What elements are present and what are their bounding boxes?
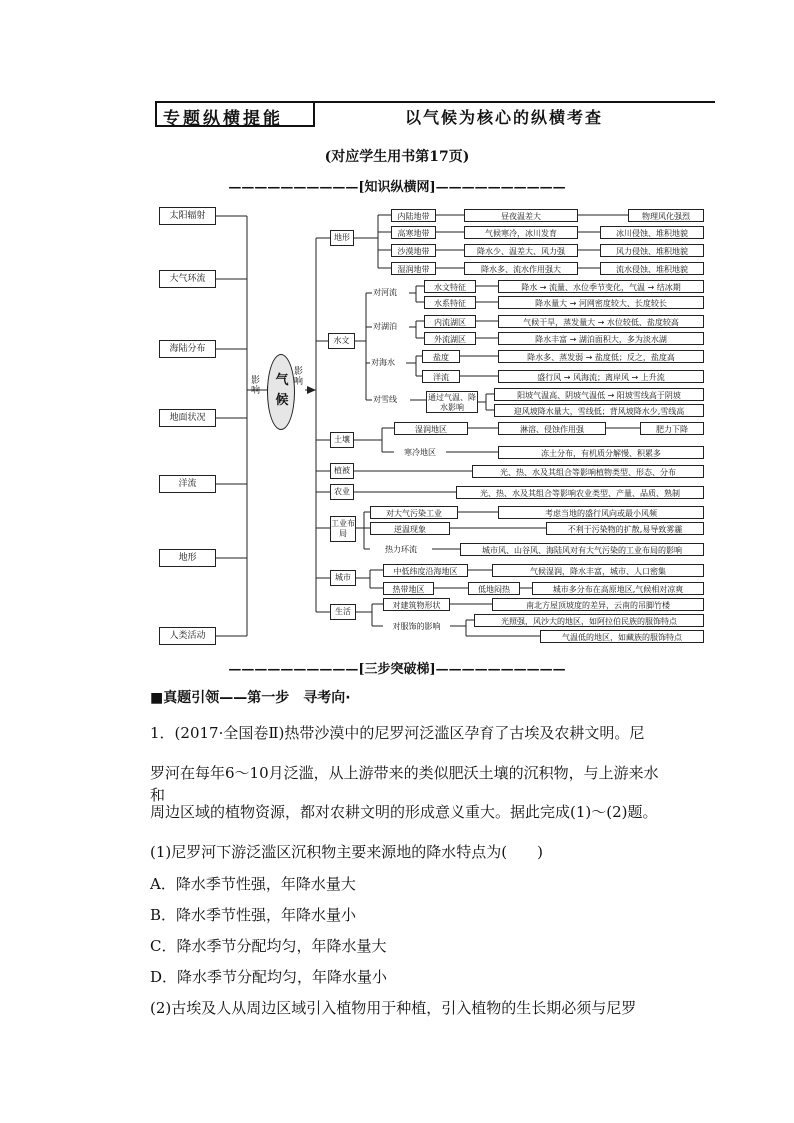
life-factor: 对服饰的影响 (383, 620, 450, 633)
banner-right-title: 以气候为核心的纵横考查 (405, 108, 604, 127)
terrain-result: 物理风化强烈 (628, 209, 704, 222)
influence-label-right: 影响 (294, 367, 304, 387)
water-detail: 盛行风 → 风海流；离岸风 → 上升流 (498, 370, 704, 383)
city-detail: 城市多分布在高原地区,气候相对凉爽 (532, 582, 704, 595)
section-title-knowledge: ——————————[知识纵横网]—————————— (228, 180, 566, 195)
soil-process: 淋溶、侵蚀作用强 (498, 422, 606, 435)
industry-factor: 热力环流 (370, 543, 432, 556)
cat-soil: 土壤 (330, 432, 354, 448)
industry-detail: 城市风、山谷风、海陆风对有大气污染的工业布局的影响 (460, 543, 704, 556)
paragraph-line: 罗河在每年6～10月泛滥，从上游带来的类似肥沃土壤的沉积物，与上游来水和 (150, 764, 659, 804)
factor-atmospheric-circulation: 大气环流 (159, 270, 216, 288)
factor-terrain: 地形 (159, 549, 216, 567)
water-detail: 降水 → 流量、水位季节变化，气温 → 结冰期 (498, 280, 704, 293)
terrain-zone: 沙漠地带 (391, 244, 436, 257)
cat-agriculture: 农业 (330, 484, 354, 500)
soil-region: 湿润地区 (394, 422, 468, 435)
city-mid: 低地闷热 (468, 582, 520, 595)
cat-vegetation: 植被 (330, 463, 354, 479)
option-c: C．降水季节分配均匀，年降水量大 (150, 937, 387, 955)
influence-label-left: 影响 (251, 376, 261, 396)
water-detail: 降水多、蒸发弱 → 盐度低；反之，盐度高 (498, 350, 704, 363)
water-sea-label: 对海水 (371, 358, 395, 367)
life-detail: 光照强，风沙大的地区，如阿拉伯民族的服饰特点 (474, 614, 704, 627)
terrain-process: 降水少、温差大、风力强 (464, 244, 578, 257)
snowline-detail: 迎风坡降水量大，雪线低；背风坡降水少,雪线高 (494, 404, 704, 417)
factor-surface: 地面状况 (159, 409, 216, 427)
option-d: D．降水季节分配均匀，年降水量小 (150, 968, 388, 986)
life-factor: 对建筑物形状 (383, 598, 450, 611)
factor-human: 人类活动 (159, 627, 216, 645)
terrain-zone: 内陆地带 (391, 209, 436, 222)
terrain-process: 昼夜温差大 (464, 209, 578, 222)
water-detail: 降水丰富 → 湖泊面积大，多为淡水湖 (498, 332, 704, 345)
industry-factor: 对大气污染工业 (370, 506, 458, 519)
water-river-label: 对河流 (373, 288, 397, 297)
water-subtype: 盐度 (422, 350, 460, 363)
soil-process: 冻土分布，有机质分解慢、积累多 (498, 446, 704, 459)
banner-left-title: 专题纵横提能 (163, 109, 283, 129)
water-snowline-label: 对雪线 (373, 395, 397, 404)
industry-detail: 不利于污染物的扩散,易导致雾霾 (546, 522, 704, 535)
terrain-zone: 湿润地带 (391, 262, 436, 275)
industry-factor: 逆温现象 (370, 522, 450, 535)
soil-region: 寒冷地区 (394, 446, 446, 459)
city-region: 中低纬度沿海地区 (383, 564, 468, 577)
industry-detail: 考虑当地的盛行风向或最小风频 (498, 506, 704, 519)
terrain-zone: 高寒地带 (391, 226, 436, 239)
terrain-process: 降水多、流水作用强大 (464, 262, 578, 275)
life-detail: 气温低的地区，如藏族的服饰特点 (540, 630, 704, 643)
factor-ocean-current: 洋流 (159, 475, 216, 493)
terrain-result: 风力侵蚀、堆积地貌 (600, 244, 704, 257)
factor-solar-radiation: 太阳辐射 (159, 207, 216, 225)
terrain-result: 流水侵蚀、堆积地貌 (600, 262, 704, 275)
cat-terrain: 地形 (330, 230, 354, 246)
agriculture-detail: 光、热、水及其组合等影响农业类型、产量、品质、熟制 (456, 486, 704, 499)
paragraph-line: 1．(2017·全国卷Ⅱ)热带沙漠中的尼罗河泛滥区孕育了古埃及农耕文明。尼 (150, 724, 645, 742)
step-heading: ■真题引领——第一步 寻考向· (150, 690, 351, 706)
water-subtype: 水系特征 (424, 296, 476, 309)
cat-water: 水文 (328, 333, 355, 349)
page-reference: (对应学生用书第17页) (324, 149, 470, 165)
paragraph-line: 周边区域的植物资源，都对农耕文明的形成意义重大。据此完成(1)～(2)题。 (150, 803, 658, 821)
section-title-steps: ——————————[三步突破梯]—————————— (228, 662, 566, 677)
climate-center-ellipse (267, 354, 295, 430)
water-subtype: 水文特征 (424, 280, 476, 293)
city-region: 热带地区 (383, 582, 434, 595)
vegetation-detail: 光、热、水及其组合等影响植物类型、形态、分布 (472, 465, 704, 478)
factor-land-sea: 海陆分布 (159, 340, 216, 358)
water-subtype: 外流湖区 (424, 332, 476, 345)
cat-industry: 工业布局 (330, 516, 356, 542)
snowline-detail: 阳坡气温高、阴坡气温低 → 阳坡雪线高于阴坡 (494, 388, 704, 401)
life-detail: 南北方屋顶坡度的差异，云南的吊脚竹楼 (492, 598, 704, 611)
terrain-process: 气候寒冷，冰川发育 (464, 226, 578, 239)
terrain-result: 冰川侵蚀、堆积地貌 (600, 226, 704, 239)
question-1: (1)尼罗河下游泛滥区沉积物主要来源地的降水特点为( ) (150, 843, 543, 861)
snowline-mechanism: 通过气温、降水影响 (428, 393, 476, 412)
cat-city: 城市 (330, 570, 356, 586)
option-a: A．降水季节性强，年降水量大 (150, 875, 356, 893)
water-subtype: 内流湖区 (424, 315, 476, 328)
water-lake-label: 对湖泊 (373, 322, 397, 331)
climate-center-label: 气候 (275, 373, 289, 408)
water-subtype: 洋流 (422, 370, 460, 383)
water-detail: 气候干旱，蒸发量大 → 水位较低、盐度较高 (498, 315, 704, 328)
option-b: B．降水季节性强，年降水量小 (150, 906, 357, 924)
question-2: (2)古埃及人从周边区域引入植物用于种植，引入植物的生长期必须与尼罗 (150, 999, 637, 1017)
cat-life: 生活 (330, 604, 356, 620)
water-detail: 降水量大 → 河网密度较大、长度较长 (498, 296, 704, 309)
city-detail: 气候湿润，降水丰富，城市、人口密集 (492, 564, 704, 577)
soil-result: 肥力下降 (640, 422, 704, 435)
